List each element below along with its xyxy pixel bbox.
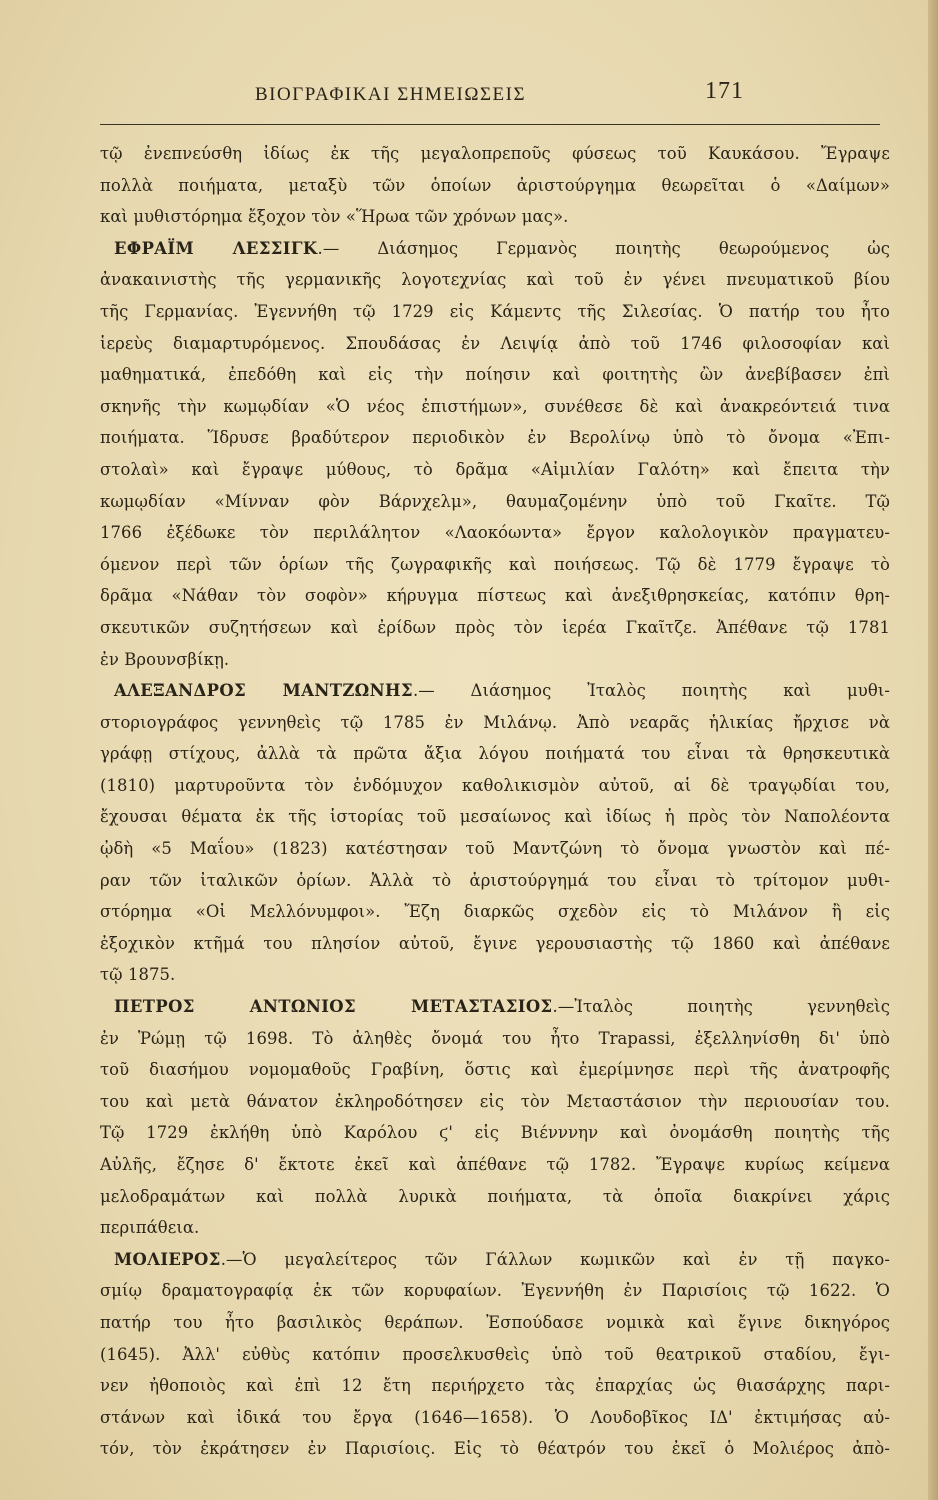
text-line: Τῷ 1729 ἐκλήθη ὑπὸ Καρόλου ϛ' εἰς Βιένννην καὶ ὀνομάσθη ποιητὴς τῆς bbox=[100, 1123, 890, 1143]
text-line: ἐν Ῥώμῃ τῷ 1698. Τὸ ἀληθὲς ὄνομά του ἦτο Trapassi, ἐξελληνίσθη δι' ὑπὸ bbox=[100, 1028, 890, 1048]
page-edge bbox=[928, 0, 938, 1500]
text-line: κωμῳδίαν «Μίνναν φὸν Βάρνχελμ», θαυμαζομένην ὑπὸ τοῦ Γκαῖτε. Τῷ bbox=[100, 491, 890, 511]
text-line: στοριογράφος γεννηθεὶς τῷ 1785 ἐν Μιλάνῳ. Ἀπὸ νεαρᾶς ἡλικίας ἤρχισε νὰ bbox=[100, 712, 890, 732]
entry-heading-moliere: ΜΟΛΙΕΡΟΣ.—Ὁ μεγαλείτερος τῶν Γάλλων κωμικῶν καὶ ἐν τῇ παγκο- bbox=[114, 1249, 890, 1269]
text-line: στόρημα «Οἱ Μελλόνυμφοι». Ἔζη διαρκῶς σχεδὸν εἰς τὸ Μιλάνον ἢ εἰς bbox=[100, 902, 890, 922]
text-line: μαθηματικά, ἐπεδόθη καὶ εἰς τὴν ποίησιν καὶ φοιτητὴς ὢν ἀνεβίβασεν ἐπὶ bbox=[100, 365, 890, 385]
text-line: γράφῃ στίχους, ἀλλὰ τὰ πρῶτα ἄξια λόγου ποιήματά του εἶναι τὰ θρησκευτικὰ bbox=[100, 744, 890, 764]
text-line: ραν τῶν ἰταλικῶν ὁρίων. Ἀλλὰ τὸ ἀριστούργημά του εἶναι τὸ τρίτομον μυθι- bbox=[100, 870, 890, 890]
body-text bbox=[100, 138, 890, 1465]
text-line: τοῦ διασήμου νομομαθοῦς Γραβίνη, ὅστις καὶ ἐμερίμνησε περὶ τῆς ἀνατροφῆς bbox=[100, 1060, 890, 1080]
entry-heading-manzoni: ΑΛΕΞΑΝΔΡΟΣ ΜΑΝΤΖΩΝΗΣ.— Διάσημος Ἰταλὸς ποιητὴς καὶ μυθι- bbox=[114, 681, 890, 701]
text-line: ᾠδὴ «5 Μαΐου» (1823) κατέστησαν τοῦ Μαντζώνη τὸ ὄνομα γνωστὸν καὶ πέ- bbox=[100, 839, 890, 859]
text-line: καὶ μυθιστόρημα ἔξοχον τὸν «Ἥρωα τῶν χρόνων μας». bbox=[100, 207, 569, 227]
text-line: πατήρ του ἦτο βασιλικὸς θεράπων. Ἐσπούδασε νομικὰ καὶ ἔγινε δικηγόρος bbox=[100, 1312, 890, 1332]
text-line: στολαὶ» καὶ ἔγραψε μύθους, τὸ δρᾶμα «Αἰμιλίαν Γαλότη» καὶ ἔπειτα τὴν bbox=[100, 459, 890, 479]
text-line: (1645). Ἀλλ' εὐθὺς κατόπιν προσελκυσθεὶς ὑπὸ τοῦ θεατρικοῦ σταδίου, ἔγι- bbox=[100, 1344, 890, 1364]
text-line: του καὶ μετὰ θάνατον ἐκληροδότησεν εἰς τὸν Μεταστάσιον τὴν περιουσίαν του. bbox=[100, 1091, 890, 1111]
text-line: 1766 ἐξέδωκε τὸν περιλάλητον «Λαοκόωντα» ἔργον καλολογικὸν πραγματευ- bbox=[100, 523, 890, 543]
page-header bbox=[100, 78, 880, 112]
text-line: όμενον περὶ τῶν ὁρίων τῆς ζωγραφικῆς καὶ ποιήσεως. Τῷ δὲ 1779 ἔγραψε τὸ bbox=[100, 554, 890, 574]
text-line: στάνων καὶ ἰδικά του ἔργα (1646—1658). Ὁ Λουδοβῖκος ΙΔ' ἐκτιμήσας αὐ- bbox=[100, 1407, 890, 1427]
text-line: σκευτικῶν συζητήσεων καὶ ἐρίδων πρὸς τὸν ἱερέα Γκαῖτζε. Ἀπέθανε τῷ 1781 bbox=[100, 617, 890, 637]
text-line: (1810) μαρτυροῦντα τὸν ἐνδόμυχον καθολικισμὸν αὐτοῦ, αἱ δὲ τραγῳδίαι του, bbox=[100, 775, 890, 795]
entry-heading-lessing: ΕΦΡΑΪΜ ΛΕΣΣΙΓΚ.— Διάσημος Γερμανὸς ποιητὴς θεωρούμενος ὡς bbox=[114, 238, 890, 258]
text-line: σκηνῆς τὴν κωμῳδίαν «Ὁ νέος ἐπιστήμων», συνέθεσε δὲ καὶ ἀνακρεόντειά τινα bbox=[100, 396, 890, 416]
text-line: ἐξοχικὸν κτῆμά του πλησίον αὐτοῦ, ἔγινε γερουσιαστὴς τῷ 1860 καὶ ἀπέθανε bbox=[100, 933, 890, 953]
text-line: σμίῳ δραματογραφίᾳ ἐκ τῶν κορυφαίων. Ἐγεννήθη ἐν Παρισίοις τῷ 1622. Ὁ bbox=[100, 1281, 890, 1301]
header-rule bbox=[100, 124, 880, 125]
text-line: ποιήματα. Ἵδρυσε βραδύτερον περιοδικὸν ἐν Βερολίνῳ ὑπὸ τὸ ὄνομα «Ἐπι- bbox=[100, 428, 890, 448]
text-line: ἱερεὺς διαμαρτυρόμενος. Σπουδάσας ἐν Λειψίᾳ ἀπὸ τοῦ 1746 φιλοσοφίαν καὶ bbox=[100, 333, 890, 353]
text-line: μελοδραμάτων καὶ πολλὰ λυρικὰ ποιήματα, τὰ ὁποῖα διακρίνει χάρις bbox=[100, 1186, 890, 1206]
text-line: τῷ 1875. bbox=[100, 965, 176, 985]
text-line: νεν ἠθοποιὸς καὶ ἐπὶ 12 ἔτη περιήρχετο τὰς ἐπαρχίας ὡς θιασάρχης παρι- bbox=[100, 1376, 890, 1396]
text-line: ἐν Βρουνσβίκῃ. bbox=[100, 649, 230, 669]
text-line: Αὐλῆς, ἔζησε δ' ἔκτοτε ἐκεῖ καὶ ἀπέθανε τῷ 1782. Ἔγραψε κυρίως κείμενα bbox=[100, 1155, 890, 1174]
entry-name: ΑΛΕΞΑΝΔΡΟΣ ΜΑΝΤΖΩΝΗΣ bbox=[114, 681, 413, 701]
entry-name: ΠΕΤΡΟΣ ΑΝΤΩΝΙΟΣ ΜΕΤΑΣΤΑΣΙΟΣ bbox=[114, 997, 553, 1017]
text-line: ἀνακαινιστὴς τῆς γερμανικῆς λογοτεχνίας καὶ τοῦ ἐν γένει πνευματικοῦ βίου bbox=[100, 270, 890, 290]
entry-heading-metastasio: ΠΕΤΡΟΣ ΑΝΤΩΝΙΟΣ ΜΕΤΑΣΤΑΣΙΟΣ.—Ἰταλὸς ποιητὴς γεννηθεὶς bbox=[114, 997, 890, 1017]
entry-name: ΜΟΛΙΕΡΟΣ bbox=[114, 1249, 221, 1269]
text-line: πολλὰ ποιήματα, μεταξὺ τῶν ὁποίων ἀριστούργημα θεωρεῖται ὁ «Δαίμων» bbox=[100, 175, 890, 195]
entry-name: ΕΦΡΑΪΜ ΛΕΣΣΙΓΚ bbox=[114, 238, 318, 258]
text-line: περιπάθεια. bbox=[100, 1218, 200, 1238]
text-line: τῷ ἐνεπνεύσθη ἰδίως ἐκ τῆς μεγαλοπρεποῦς φύσεως τοῦ Καυκάσου. Ἔγραψε bbox=[100, 144, 890, 163]
running-title: ΒΙΟΓΡΑΦΙΚΑΙ ΣΗΜΕΙΩΣΕΙΣ bbox=[255, 84, 527, 105]
page-number: 171 bbox=[705, 78, 744, 104]
text-line: ἔχουσαι θέματα ἐκ τῆς ἱστορίας τοῦ μεσαίωνος καὶ ἰδίως ἡ πρὸς τὸν Ναπολέοντα bbox=[100, 807, 890, 827]
text-line: δρᾶμα «Νάθαν τὸν σοφὸν» κήρυγμα πίστεως καὶ ἀνεξιθρησκείας, κατόπιν θρη- bbox=[100, 586, 890, 606]
text-line: τῆς Γερμανίας. Ἐγεννήθη τῷ 1729 εἰς Κάμεντς τῆς Σιλεσίας. Ὁ πατήρ του ἦτο bbox=[100, 301, 890, 321]
text-line: τόν, τὸν ἐκράτησεν ἐν Παρισίοις. Εἰς τὸ θέατρόν του ἐκεῖ ὁ Μολιέρος ἀπὸ- bbox=[100, 1439, 890, 1459]
